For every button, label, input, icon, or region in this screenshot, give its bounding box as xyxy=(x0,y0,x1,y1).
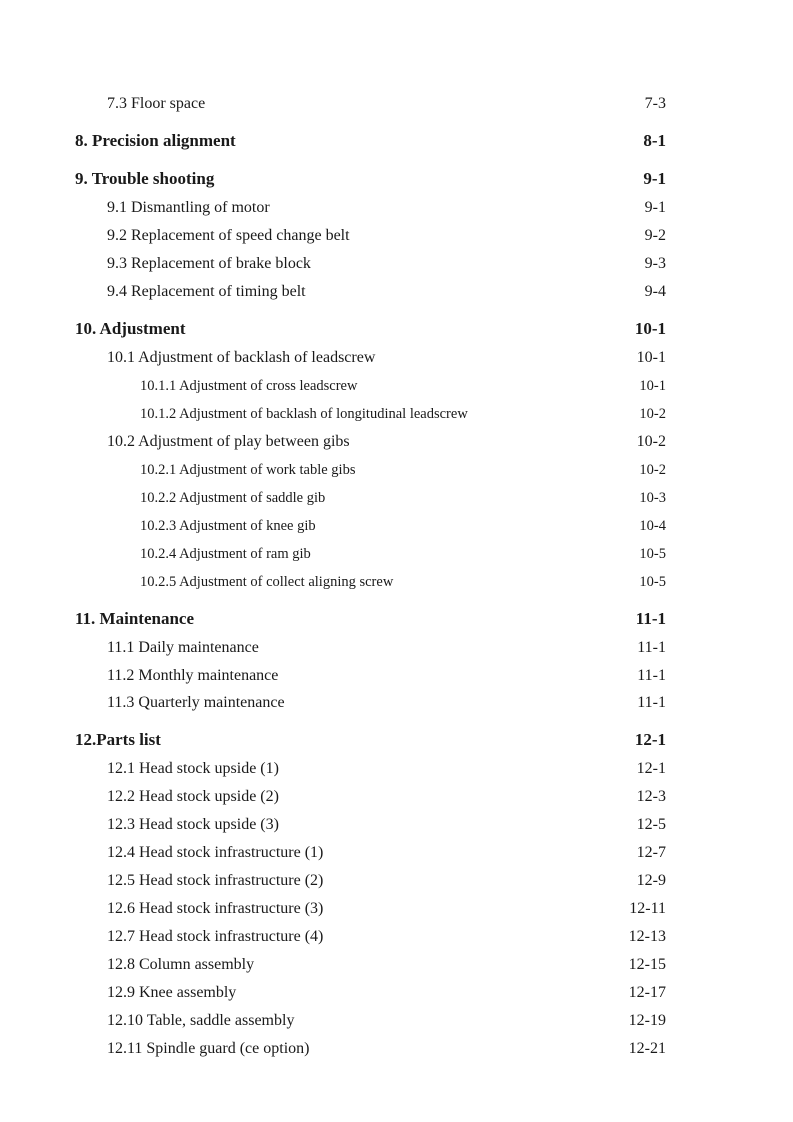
toc-entry xyxy=(0,226,793,246)
toc-entry xyxy=(0,282,793,302)
toc-entry xyxy=(0,1039,793,1059)
toc-entry xyxy=(0,927,793,947)
toc-entry-title: 12.3 Head stock upside (3) xyxy=(107,816,279,833)
toc-entry-page: 12-3 xyxy=(636,788,666,805)
toc-entry-title: 12.9 Knee assembly xyxy=(107,984,237,1001)
toc-entry-page: 11-1 xyxy=(637,667,666,684)
toc-subentry xyxy=(0,404,793,424)
toc-entry-title: 10.2 Adjustment of play between gibs xyxy=(107,433,350,450)
toc-chapter xyxy=(0,609,793,629)
toc-entry-page: 9-4 xyxy=(644,283,666,300)
toc-entry-title: 12.4 Head stock infrastructure (1) xyxy=(107,844,324,861)
toc-entry xyxy=(0,198,793,218)
toc-entry-page: 10-1 xyxy=(636,349,666,366)
toc-chapter-title: 8. Precision alignment xyxy=(75,131,236,150)
toc-entry xyxy=(0,1011,793,1031)
toc-subentry xyxy=(0,516,793,536)
toc-chapter-page: 12-1 xyxy=(634,730,666,749)
toc-entry-page: 12-15 xyxy=(628,956,666,973)
toc-entry-page: 9-1 xyxy=(644,199,666,216)
toc-chapter-page: 8-1 xyxy=(643,131,666,150)
toc-entry-title: 12.7 Head stock infrastructure (4) xyxy=(107,928,324,945)
toc-entry-page: 12-7 xyxy=(636,844,666,861)
toc-entry-page: 9-2 xyxy=(644,227,666,244)
toc-subentry xyxy=(0,544,793,564)
toc-subentry-title: 10.2.4 Adjustment of ram gib xyxy=(140,546,311,562)
toc-entry-page: 12-9 xyxy=(636,872,666,889)
toc-subentry-page: 10-5 xyxy=(639,574,666,590)
toc-entry xyxy=(0,983,793,1003)
toc-entry-title: 9.2 Replacement of speed change belt xyxy=(107,227,350,244)
toc-entry-title: 7.3 Floor space xyxy=(107,95,206,112)
toc-entry-page: 9-3 xyxy=(644,255,666,272)
toc-subentry-page: 10-4 xyxy=(639,518,666,534)
toc-entry-title: 12.2 Head stock upside (2) xyxy=(107,788,279,805)
toc-subentry-title: 10.2.1 Adjustment of work table gibs xyxy=(140,462,356,478)
toc-entry-title: 12.6 Head stock infrastructure (3) xyxy=(107,900,324,917)
toc-entry xyxy=(0,843,793,863)
toc-entry-page: 12-17 xyxy=(628,984,666,1001)
toc-chapter-title: 9. Trouble shooting xyxy=(75,169,215,188)
toc-subentry-title: 10.2.5 Adjustment of collect aligning screw xyxy=(140,574,394,590)
toc-subentry-page: 10-3 xyxy=(639,490,666,506)
toc-chapter xyxy=(0,319,793,339)
toc-entry xyxy=(0,899,793,919)
toc-subentry xyxy=(0,376,793,396)
toc-entry xyxy=(0,432,793,452)
toc-entry-page: 12-5 xyxy=(636,816,666,833)
toc-entry-page: 12-1 xyxy=(636,760,666,777)
toc-chapter-title: 11. Maintenance xyxy=(75,609,194,628)
toc-entry xyxy=(0,693,793,713)
toc-entry-title: 12.11 Spindle guard (ce option) xyxy=(107,1040,310,1057)
toc-subentry-page: 10-2 xyxy=(639,462,666,478)
toc-subentry xyxy=(0,572,793,592)
toc-entry-page: 12-21 xyxy=(628,1040,666,1057)
toc-entry-page: 12-11 xyxy=(629,900,666,917)
toc-entry-title: 9.3 Replacement of brake block xyxy=(107,255,311,272)
toc-chapter-page: 11-1 xyxy=(635,609,666,628)
toc-subentry-page: 10-2 xyxy=(639,406,666,422)
toc-subentry xyxy=(0,460,793,480)
toc-entry xyxy=(0,871,793,891)
toc-entry-title: 12.5 Head stock infrastructure (2) xyxy=(107,872,324,889)
toc-chapter-title: 10. Adjustment xyxy=(75,319,186,338)
toc-entry xyxy=(0,348,793,368)
toc-entry-page: 12-19 xyxy=(628,1012,666,1029)
toc-entry xyxy=(0,638,793,658)
toc-subentry xyxy=(0,488,793,508)
toc-chapter-page: 9-1 xyxy=(643,169,666,188)
toc-entry xyxy=(0,955,793,975)
toc-entry xyxy=(0,815,793,835)
toc-entry xyxy=(0,759,793,779)
toc-entry-title: 10.1 Adjustment of backlash of leadscrew xyxy=(107,349,376,366)
toc-subentry-page: 10-5 xyxy=(639,546,666,562)
toc-chapter-title: 12.Parts list xyxy=(75,730,161,749)
toc-entry-title: 12.8 Column assembly xyxy=(107,956,255,973)
toc-entry xyxy=(0,666,793,686)
toc-entry-title: 11.3 Quarterly maintenance xyxy=(107,694,285,711)
toc-subentry-page: 10-1 xyxy=(639,378,666,394)
toc-entry-title: 11.1 Daily maintenance xyxy=(107,639,259,656)
toc-entry-title: 11.2 Monthly maintenance xyxy=(107,667,279,684)
toc-entry xyxy=(0,94,793,114)
toc-chapter xyxy=(0,169,793,189)
toc-entry-page: 11-1 xyxy=(637,639,666,656)
toc-entry xyxy=(0,254,793,274)
toc-entry-title: 9.4 Replacement of timing belt xyxy=(107,283,306,300)
toc-entry xyxy=(0,787,793,807)
toc-chapter xyxy=(0,131,793,151)
toc-subentry-title: 10.2.2 Adjustment of saddle gib xyxy=(140,490,326,506)
toc-entry-title: 12.10 Table, saddle assembly xyxy=(107,1012,295,1029)
toc-entry-page: 12-13 xyxy=(628,928,666,945)
toc-entry-title: 9.1 Dismantling of motor xyxy=(107,199,270,216)
toc-subentry-title: 10.1.1 Adjustment of cross leadscrew xyxy=(140,378,358,394)
toc-entry-page: 10-2 xyxy=(636,433,666,450)
toc-entry-page: 11-1 xyxy=(637,694,666,711)
toc-subentry-title: 10.1.2 Adjustment of backlash of longitudinal leadscrew xyxy=(140,406,468,422)
toc-entry-title: 12.1 Head stock upside (1) xyxy=(107,760,279,777)
toc-subentry-title: 10.2.3 Adjustment of knee gib xyxy=(140,518,316,534)
toc-chapter xyxy=(0,730,793,750)
toc-entry-page: 7-3 xyxy=(644,95,666,112)
toc-chapter-page: 10-1 xyxy=(634,319,666,338)
